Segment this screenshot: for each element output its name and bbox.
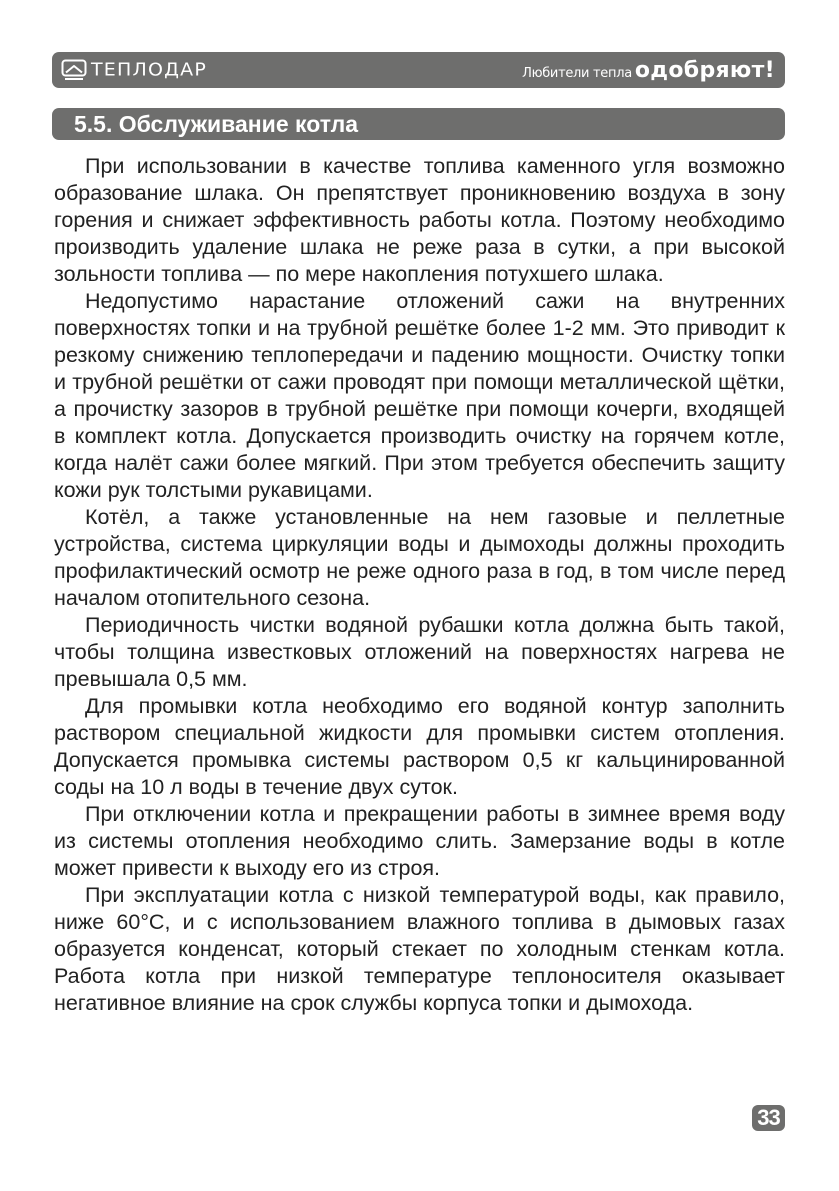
paragraph-soot-cleaning: Недопустимо нарастание отложений сажи на внутренних поверхностях топки и на трубной решётке более 1-2 мм. Это приводит к резкому снижению теплопередачи и падению мощности. Очистку топки и трубной решётки от сажи проводят при помощи металлической щётки, а прочистку зазоров в трубной решётке при помощи кочерги, входящей в комплект котла. Допускается производить очистку на горячем котле, когда налёт сажи более мягкий. При этом требуется обеспечить защиту кожи рук толстыми рукавицами. [54, 289, 785, 502]
framed-mountain-logo-icon [61, 59, 87, 81]
paragraph-annual-inspection: Котёл, а также установленные на нем газовые и пеллетные устройства, система циркуляции воды и дымоходы должны проходить профилактический осмотр не реже одного раза в год, в том числе перед началом отопительного сезона. [54, 505, 785, 610]
section-heading-bar [52, 108, 785, 140]
slogan-big: одобряют! [634, 57, 775, 83]
slogan-small: Любители тепла [522, 65, 632, 81]
header-bar [52, 52, 785, 88]
section-title: 5.5. Обслуживание котла [74, 110, 359, 137]
paragraph-slag-removal: При использовании в качестве топлива каменного угля возможно образование шлака. Он препятствует проникновению воздуха в зону горения и снижает эффективность работы котла. Поэтому необходимо производить удаление шлака не реже раза в сутки, а при высокой зольности топлива — по мере накопления потухшего шлака. [54, 154, 785, 286]
brand-name: ТЕПЛОДАР [91, 59, 208, 80]
slogan [522, 58, 775, 83]
paragraph-flushing: Для промывки котла необходимо его водяной контур заполнить раствором специальной жидкости для промывки систем отопления. Допускается промывка системы раствором 0,5 кг кальцинированной соды на 10 л воды в течение двух суток. [54, 694, 785, 799]
body-text [54, 153, 785, 1017]
paragraph-condensate: При эксплуатации котла с низкой температурой воды, как правило, ниже 60°С, и с использованием влажного топлива в дымовых газах образуется конденсат, который стекает по холодным стенкам котла. Работа котла при низкой температуре теплоносителя оказывает негативное влияние на срок службы корпуса топки и дымохода. [54, 883, 785, 1015]
page-number-badge: 33 [752, 1105, 785, 1131]
brand [61, 59, 207, 81]
paragraph-water-jacket-cleaning: Периодичность чистки водяной рубашки котла должна быть такой, чтобы толщина известковых отложений на поверхностях нагрева не превышала 0,5 мм. [54, 613, 785, 691]
paragraph-winter-shutdown: При отключении котла и прекращении работы в зимнее время воду из системы отопления необходимо слить. Замерзание воды в котле может привести к выходу его из строя. [54, 802, 785, 880]
